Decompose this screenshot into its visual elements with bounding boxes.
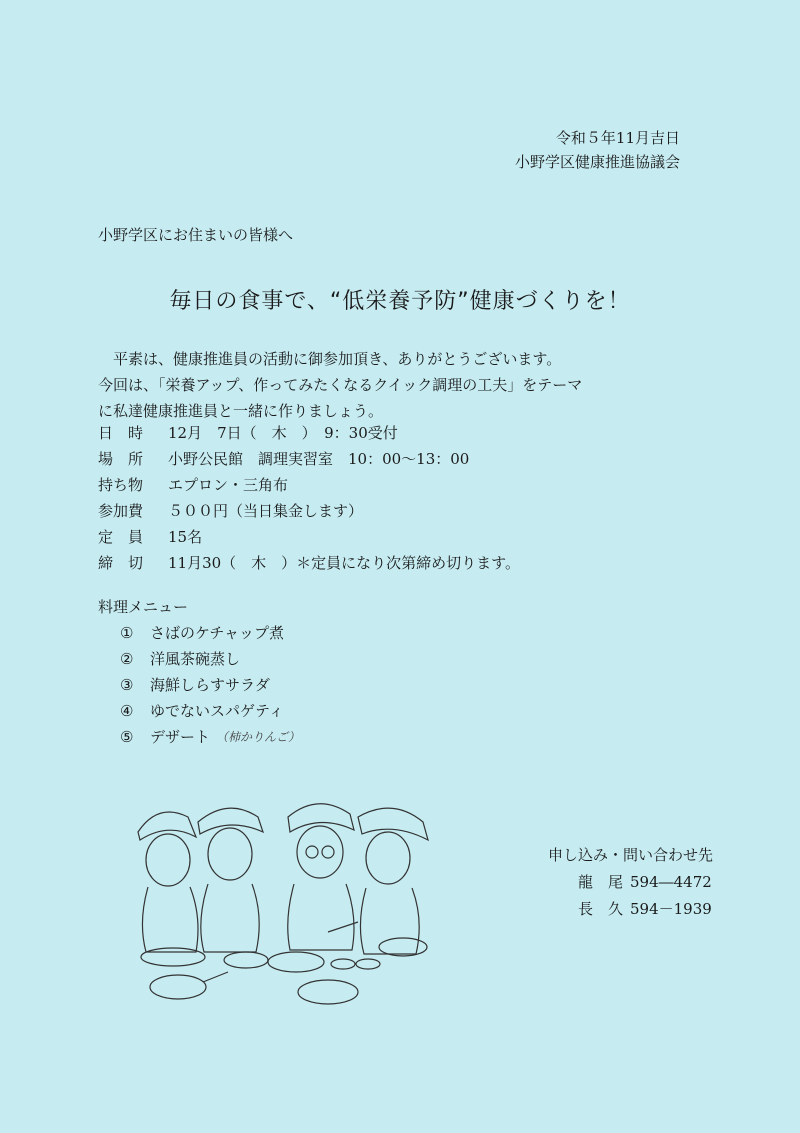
detail-value: ５００円（当日集金します）: [168, 502, 364, 520]
issue-date: 令和５年11月吉日: [555, 129, 680, 147]
menu-number: ④: [120, 702, 134, 720]
cooking-illustration: [118, 792, 448, 1012]
menu-number: ②: [120, 650, 134, 668]
contact-title: 申し込み・問い合わせ先: [548, 846, 714, 864]
detail-label: 日 時: [98, 424, 144, 442]
intro-line: に私達健康推進員と一緒に作りましょう。: [98, 402, 384, 420]
detail-row-deadline: [98, 550, 520, 576]
intro-paragraph: [98, 346, 718, 424]
detail-value: エプロン・三角布: [168, 476, 289, 494]
menu-dish: デザート: [150, 728, 211, 746]
detail-value: 11月30（ 木 ）＊定員になり次第締め切ります。: [168, 554, 520, 572]
detail-row-items: [98, 472, 520, 498]
menu-title: 料理メニュー: [98, 598, 189, 616]
handwritten-note: （柿かりんご）: [216, 730, 301, 744]
list-item: [120, 724, 300, 750]
kitchen-table-items: [141, 922, 427, 1004]
contact-name: 長 久: [578, 900, 624, 918]
contact-block: [548, 842, 713, 923]
person-2-figure: [198, 808, 263, 952]
person-3-figure: [288, 804, 354, 950]
detail-row-place: [98, 446, 520, 472]
organization-name: 小野学区健康推進協議会: [514, 153, 680, 171]
contact-phone: 594―4472: [630, 873, 712, 891]
list-item: [120, 672, 300, 698]
event-details: [98, 420, 520, 576]
intro-line: 平素は、健康推進員の活動に御参加頂き、ありがとうございます。: [98, 350, 562, 368]
date-block: [515, 126, 680, 174]
menu-dish: さばのケチャップ煮: [150, 624, 284, 642]
detail-label: 場 所: [98, 450, 144, 468]
menu-number: ③: [120, 676, 134, 694]
menu-number: ⑤: [120, 728, 134, 746]
detail-label: 参加費: [98, 502, 144, 520]
list-item: [120, 646, 300, 672]
menu-list: [120, 620, 300, 750]
headline: 毎日の食事で、“低栄養予防”健康づくりを！: [169, 289, 631, 314]
detail-value: 15名: [168, 528, 203, 546]
contact-row: [548, 869, 713, 896]
contact-name: 龍 尾: [578, 873, 624, 891]
intro-line: 今回は、「栄養アップ、作ってみたくなるクイック調理の工夫」をテーマ: [98, 376, 583, 394]
menu-number: ①: [120, 624, 134, 642]
detail-row-datetime: [98, 420, 520, 446]
addressee: 小野学区にお住まいの皆様へ: [98, 226, 294, 244]
person-1-figure: [138, 812, 198, 952]
detail-label: 定 員: [98, 528, 144, 546]
person-4-figure: [358, 808, 428, 954]
menu-dish: 洋風茶碗蒸し: [150, 650, 241, 668]
detail-label: 持ち物: [98, 476, 144, 494]
detail-value: 小野公民館 調理実習室 10：00～13：00: [168, 450, 470, 468]
menu-dish: ゆでないスパゲティ: [150, 702, 284, 720]
contact-phone: 594－1939: [630, 900, 712, 918]
detail-label: 締 切: [98, 554, 144, 572]
detail-value: 12月 7日（ 木 ） 9：30受付: [168, 424, 398, 442]
list-item: [120, 620, 300, 646]
contact-row: [548, 896, 713, 923]
detail-row-fee: [98, 498, 520, 524]
detail-row-capacity: [98, 524, 520, 550]
menu-dish: 海鮮しらすサラダ: [150, 676, 270, 694]
list-item: [120, 698, 300, 724]
